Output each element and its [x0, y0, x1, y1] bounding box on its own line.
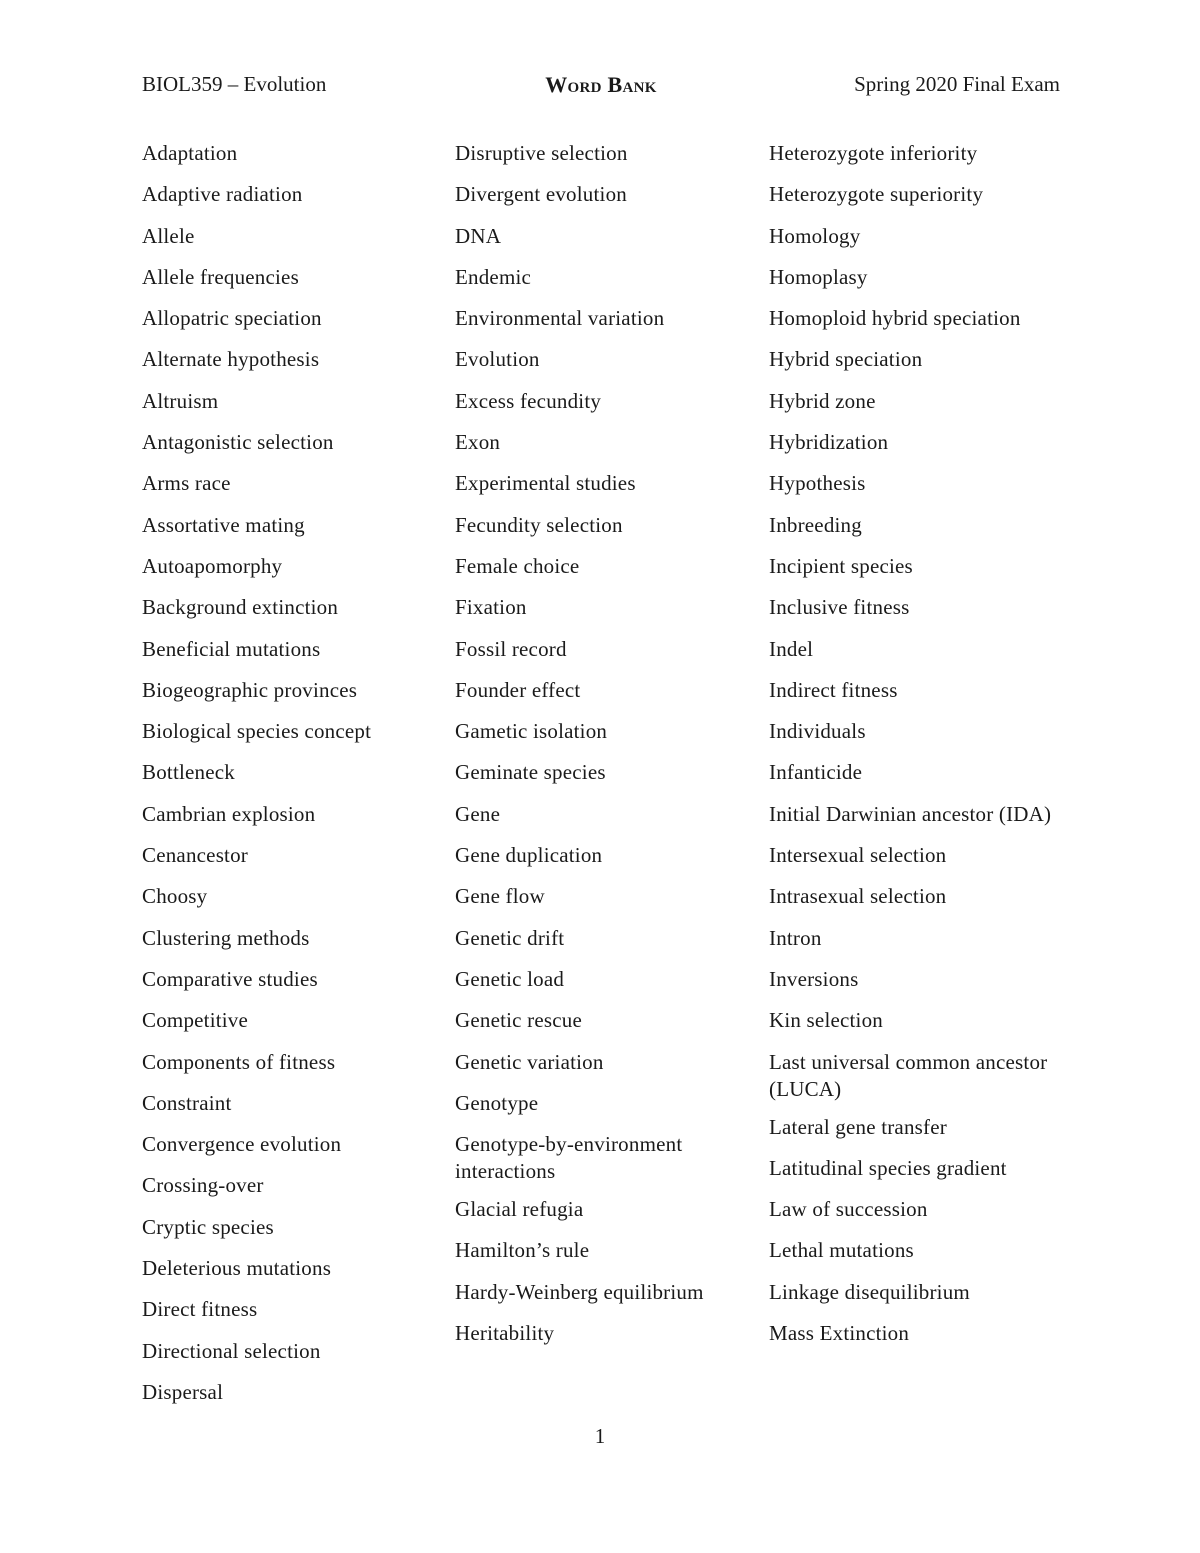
course-name: BIOL359 – Evolution	[142, 72, 327, 96]
word-bank-term: Homology	[769, 223, 861, 248]
word-bank-term: Direct fitness	[142, 1297, 258, 1322]
word-bank-term: Cambrian explosion	[142, 801, 316, 826]
word-bank-term: Allele frequencies	[142, 264, 299, 289]
word-bank-term: Initial Darwinian ancestor (IDA)	[769, 801, 1052, 826]
word-bank-term: Genetic rescue	[455, 1008, 582, 1033]
word-bank-term: Fixation	[455, 595, 527, 620]
word-bank-term: Background extinction	[142, 595, 339, 620]
word-bank-term: Mass Extinction	[769, 1321, 910, 1346]
word-bank-term: Beneficial mutations	[142, 636, 321, 661]
word-bank-term: Biogeographic provinces	[142, 677, 358, 702]
word-bank-term: Genetic load	[455, 966, 565, 991]
word-bank-term: Genetic drift	[455, 925, 565, 950]
word-bank-term: Allopatric speciation	[142, 306, 322, 331]
word-bank-term: Intrasexual selection	[769, 884, 947, 909]
word-bank-term: Intersexual selection	[769, 843, 947, 868]
word-bank-term: Bottleneck	[142, 760, 235, 785]
word-bank-term: Gene duplication	[455, 843, 603, 868]
word-bank-term: Assortative mating	[142, 512, 305, 537]
word-bank-term: Genotype	[455, 1090, 539, 1115]
word-bank-term: Adaptive radiation	[142, 182, 303, 207]
word-bank-term: Heritability	[455, 1321, 555, 1346]
word-bank-term: Comparative studies	[142, 966, 318, 991]
word-bank-term: Choosy	[142, 884, 208, 909]
word-bank-term: Directional selection	[142, 1338, 321, 1363]
word-bank-term: Heterozygote superiority	[769, 182, 984, 207]
word-bank-term: Linkage disequilibrium	[769, 1279, 970, 1304]
word-bank-term: Convergence evolution	[142, 1132, 342, 1157]
word-bank-term: Gametic isolation	[455, 719, 608, 744]
word-bank-term: Geminate species	[455, 760, 606, 785]
word-bank-term: Altruism	[142, 388, 219, 413]
word-bank-term: Components of fitness	[142, 1049, 336, 1074]
word-column-1	[142, 140, 442, 1420]
word-bank-term: Antagonistic selection	[142, 430, 334, 455]
word-bank-term: Disruptive selection	[455, 141, 628, 165]
word-bank-term: Clustering methods	[142, 925, 310, 950]
word-bank-term: Genotype-by-environment interactions	[455, 1132, 683, 1184]
page-title: Word Bank	[545, 72, 657, 97]
word-bank-term: Adaptation	[142, 141, 238, 165]
word-bank-term: Indel	[769, 636, 814, 661]
word-bank-term: Arms race	[142, 471, 231, 496]
word-bank-term: Evolution	[455, 347, 540, 372]
word-bank-term: Hybridization	[769, 430, 889, 455]
word-bank-term: Hypothesis	[769, 471, 866, 496]
word-bank-term: Law of succession	[769, 1197, 928, 1222]
word-bank-term: Cryptic species	[142, 1214, 274, 1239]
word-bank-term: Lethal mutations	[769, 1238, 914, 1263]
word-bank-term: Gene flow	[455, 884, 545, 909]
page-header	[142, 72, 1060, 104]
word-bank-term: Latitudinal species gradient	[769, 1155, 1007, 1180]
word-bank-term: Inbreeding	[769, 512, 862, 537]
word-column-3	[769, 140, 1069, 1361]
word-bank-term: Fossil record	[455, 636, 567, 661]
word-bank-term: Alternate hypothesis	[142, 347, 320, 372]
word-bank-term: Cenancestor	[142, 843, 248, 868]
word-bank-term: Last universal common ancestor (LUCA)	[769, 1049, 1048, 1101]
page-number: 1	[594, 1424, 606, 1448]
word-bank-term: Heterozygote inferiority	[769, 141, 978, 165]
word-bank-term: Incipient species	[769, 553, 913, 578]
word-bank-term: Glacial refugia	[455, 1197, 584, 1222]
word-bank-term: Infanticide	[769, 760, 863, 785]
word-bank-term: DNA	[455, 223, 502, 248]
word-bank-term: Homoploid hybrid speciation	[769, 306, 1021, 331]
word-bank-term: Dispersal	[142, 1379, 224, 1404]
word-bank-term: Gene	[455, 801, 501, 826]
word-bank-term: Hardy-Weinberg equilibrium	[455, 1279, 704, 1304]
word-bank-term: Lateral gene transfer	[769, 1114, 947, 1139]
word-bank-term: Kin selection	[769, 1008, 883, 1033]
word-bank-term: Founder effect	[455, 677, 581, 702]
word-bank-term: Crossing-over	[142, 1173, 264, 1198]
word-bank-term: Autoapomorphy	[142, 553, 283, 578]
word-bank-term: Female choice	[455, 553, 580, 578]
word-bank-term: Competitive	[142, 1008, 249, 1033]
word-bank-term: Inclusive fitness	[769, 595, 910, 620]
word-bank-term: Divergent evolution	[455, 182, 627, 207]
word-column-2	[455, 140, 755, 1361]
word-bank-term: Homoplasy	[769, 264, 868, 289]
word-bank-term: Allele	[142, 223, 195, 248]
exam-name: Spring 2020 Final Exam	[854, 72, 1060, 96]
word-bank-term: Inversions	[769, 966, 859, 991]
word-bank-term: Hybrid zone	[769, 388, 876, 413]
word-bank-term: Excess fecundity	[455, 388, 602, 413]
word-bank-term: Hamilton’s rule	[455, 1238, 590, 1263]
word-bank-term: Hybrid speciation	[769, 347, 923, 372]
word-bank-term: Fecundity selection	[455, 512, 623, 537]
word-bank-term: Exon	[455, 430, 501, 455]
word-bank-term: Intron	[769, 925, 822, 950]
word-bank-term: Environmental variation	[455, 306, 665, 331]
word-bank-term: Deleterious mutations	[142, 1256, 332, 1281]
word-bank-term: Endemic	[455, 264, 532, 289]
word-bank-term: Individuals	[769, 719, 866, 744]
word-bank-term: Indirect fitness	[769, 677, 898, 702]
word-bank-term: Constraint	[142, 1090, 232, 1115]
word-bank-term: Biological species concept	[142, 719, 372, 744]
word-bank-term: Genetic variation	[455, 1049, 604, 1074]
word-bank-term: Experimental studies	[455, 471, 636, 496]
